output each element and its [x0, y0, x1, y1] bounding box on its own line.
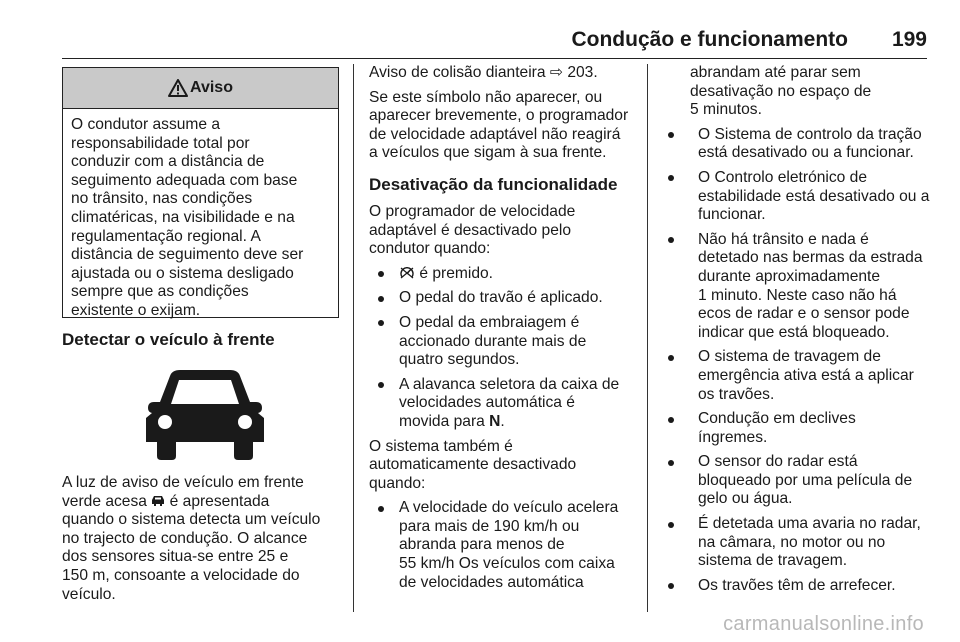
- column-3: [676, 64, 930, 595]
- warning-title: Aviso: [190, 79, 233, 96]
- text-line: abrandam até parar sem: [690, 64, 861, 81]
- warning-triangle-icon: [168, 79, 188, 97]
- auto-deactivation-list: [369, 499, 633, 592]
- paragraph-line: [62, 493, 339, 512]
- bullet-dot: [378, 320, 384, 326]
- text-line: O pedal da embraiagem é: [399, 313, 580, 331]
- list-item: [676, 577, 930, 596]
- bullet-dot: [668, 355, 674, 361]
- text-line: quatro segundos.: [399, 351, 520, 369]
- paragraph-line: Se este símbolo não aparecer, ou: [369, 88, 603, 106]
- text-line: Os travões têm de arrefecer.: [698, 576, 896, 594]
- bullet-dot: [378, 506, 384, 512]
- bullet-dot: [668, 132, 674, 138]
- text-line: Condução em declives: [698, 410, 856, 428]
- paragraph-line: 150 m, consoante a velocidade do: [62, 566, 300, 584]
- vehicle-ahead-icon: [72, 362, 338, 462]
- warning-line: climatéricas, na visibilidade e na: [71, 208, 295, 226]
- list-item: [369, 499, 633, 592]
- list-item: [369, 314, 633, 370]
- header-divider: [62, 58, 927, 59]
- text-line: estabilidade está desativado ou a: [698, 187, 930, 205]
- text-span: .: [500, 412, 505, 430]
- warning-line: ajustada ou o sistema desligado: [71, 264, 294, 282]
- text-line: sistema de travagem.: [698, 552, 848, 570]
- deactivation-list: [369, 265, 633, 432]
- paragraph-line: veículo.: [62, 585, 116, 603]
- gear-position-label: N: [489, 412, 501, 430]
- text-line: É detetada uma avaria no radar,: [698, 515, 921, 533]
- text-line: os travões.: [698, 385, 775, 403]
- page-reference: 203.: [567, 64, 598, 81]
- text-span: movida para: [399, 412, 485, 430]
- paragraph-line: aparecer brevemente, o programador: [369, 107, 629, 125]
- warning-line: seguimento adequada com base: [71, 171, 298, 189]
- bullet-dot: [378, 296, 384, 302]
- text-line: funcionar.: [698, 206, 766, 224]
- list-item: [676, 169, 930, 225]
- text-line: indicar que está bloqueado.: [698, 323, 890, 341]
- text-span: O pedal do travão é aplicado.: [399, 289, 603, 307]
- paragraph-line: a veículos que sigam à sua frente.: [369, 144, 607, 162]
- text-line: durante aproximadamente: [698, 267, 881, 285]
- vehicle-ahead-illustration: [72, 362, 338, 462]
- text-line: detetado nas bermas da estrada: [698, 249, 923, 267]
- text-span: Aviso de colisão dianteira: [369, 64, 546, 81]
- warning-line: existente o exijam.: [71, 301, 201, 319]
- text-line: ecos de radar e o sensor pode: [698, 305, 910, 323]
- paragraph-line: condutor quando:: [369, 240, 491, 258]
- text-line: O Sistema de controlo da tração: [698, 125, 922, 143]
- text-span: é premido.: [419, 264, 494, 282]
- column-1: [62, 330, 339, 350]
- paragraph-line: O sistema também é: [369, 437, 513, 455]
- text-line: O sensor do radar está: [698, 453, 858, 471]
- column-2: [369, 64, 633, 592]
- bullet-dot: [668, 460, 674, 466]
- text-span: verde acesa: [62, 492, 147, 510]
- bullet-dot: [378, 382, 384, 388]
- text-line: [399, 413, 633, 432]
- list-item: [676, 231, 930, 343]
- header-title: Condução e funcionamento: [571, 28, 848, 51]
- page-ref-arrow-icon: ⇨: [549, 64, 563, 81]
- warning-line: conduzir com a distância de: [71, 153, 265, 171]
- text-line: accionado durante mais de: [399, 332, 587, 350]
- column-divider: [353, 64, 354, 612]
- list-item: [676, 410, 930, 447]
- list-item: [676, 515, 930, 571]
- warning-line: responsabilidade total por: [71, 134, 250, 152]
- text-line: 55 km/h Os veículos com caixa: [399, 555, 615, 573]
- list-item: [676, 348, 930, 404]
- text-line: abranda para menos de: [399, 536, 565, 554]
- paragraph-line: dos sensores situa-se entre 25 e: [62, 548, 289, 566]
- bullet-dot: [668, 522, 674, 528]
- paragraph-line: adaptável é desactivado pelo: [369, 221, 572, 239]
- section-heading: Detectar o veículo à frente: [62, 330, 275, 349]
- column-divider: [647, 64, 648, 612]
- text-line: Não há trânsito e nada é: [698, 230, 869, 248]
- bullet-dot: [668, 417, 674, 423]
- list-item: [369, 289, 633, 308]
- bullet-dot: [668, 175, 674, 181]
- text-line: na câmara, no motor ou no: [698, 533, 886, 551]
- text-line: gelo ou água.: [698, 490, 793, 508]
- column-1-paragraph: [62, 474, 339, 604]
- paragraph-line: automaticamente desactivado: [369, 456, 577, 474]
- section-heading: Desativação da funcionalidade: [369, 174, 618, 194]
- list-item: [369, 376, 633, 432]
- text-line: para mais de 190 km/h ou: [399, 517, 580, 535]
- text-line: velocidades automática é: [399, 394, 575, 412]
- bullet-dot: [668, 583, 674, 589]
- paragraph-line: de velocidade adaptável não reagirá: [369, 125, 621, 143]
- text-line: desativação no espaço de: [690, 82, 872, 100]
- warning-text: [63, 109, 338, 321]
- cruise-cancel-icon: [399, 267, 415, 279]
- text-span: é apresentada: [169, 492, 270, 510]
- warning-line: O condutor assume a: [71, 116, 221, 133]
- page-number: 199: [891, 28, 927, 51]
- list-item: [676, 126, 930, 163]
- text-line: bloqueado por uma película de: [698, 471, 913, 489]
- warning-line: regulamentação regional. A: [71, 227, 261, 245]
- paragraph-line: A luz de aviso de veículo em frente: [62, 474, 304, 491]
- auto-deactivation-list-cont: [676, 126, 930, 596]
- bullet-dot: [668, 237, 674, 243]
- paragraph-line: no trajecto de condução. O alcance: [62, 529, 308, 547]
- text-line: O sistema de travagem de: [698, 348, 881, 366]
- list-item: [369, 265, 633, 284]
- warning-line: sempre que as condições: [71, 283, 249, 301]
- text-line: está desativado ou a funcionar.: [698, 144, 914, 162]
- paragraph-line: quando:: [369, 474, 426, 492]
- warning-box: [62, 67, 339, 318]
- paragraph-line: [369, 64, 633, 83]
- text-line: de velocidades automática: [399, 573, 584, 591]
- continued-text: [676, 64, 930, 120]
- text-line: O Controlo eletrónico de: [698, 168, 868, 186]
- warning-line: distância de seguimento deve ser: [71, 246, 304, 264]
- text-line: A velocidade do veículo acelera: [399, 499, 619, 517]
- text-line: íngremes.: [698, 428, 768, 446]
- paragraph-line: quando o sistema detecta um veículo: [62, 511, 321, 529]
- warning-header: [63, 68, 338, 109]
- text-line: A alavanca seletora da caixa de: [399, 375, 620, 393]
- watermark: carmanualsonline.info: [723, 613, 924, 635]
- text-line: 1 minuto. Neste caso não há: [698, 286, 897, 304]
- list-item: [676, 453, 930, 509]
- text-line: emergência ativa está a aplicar: [698, 366, 914, 384]
- paragraph-line: O programador de velocidade: [369, 202, 576, 220]
- text-line: 5 minutos.: [690, 101, 762, 119]
- vehicle-ahead-small-icon: [151, 495, 165, 507]
- warning-line: no trânsito, nas condições: [71, 190, 253, 208]
- bullet-dot: [378, 271, 384, 277]
